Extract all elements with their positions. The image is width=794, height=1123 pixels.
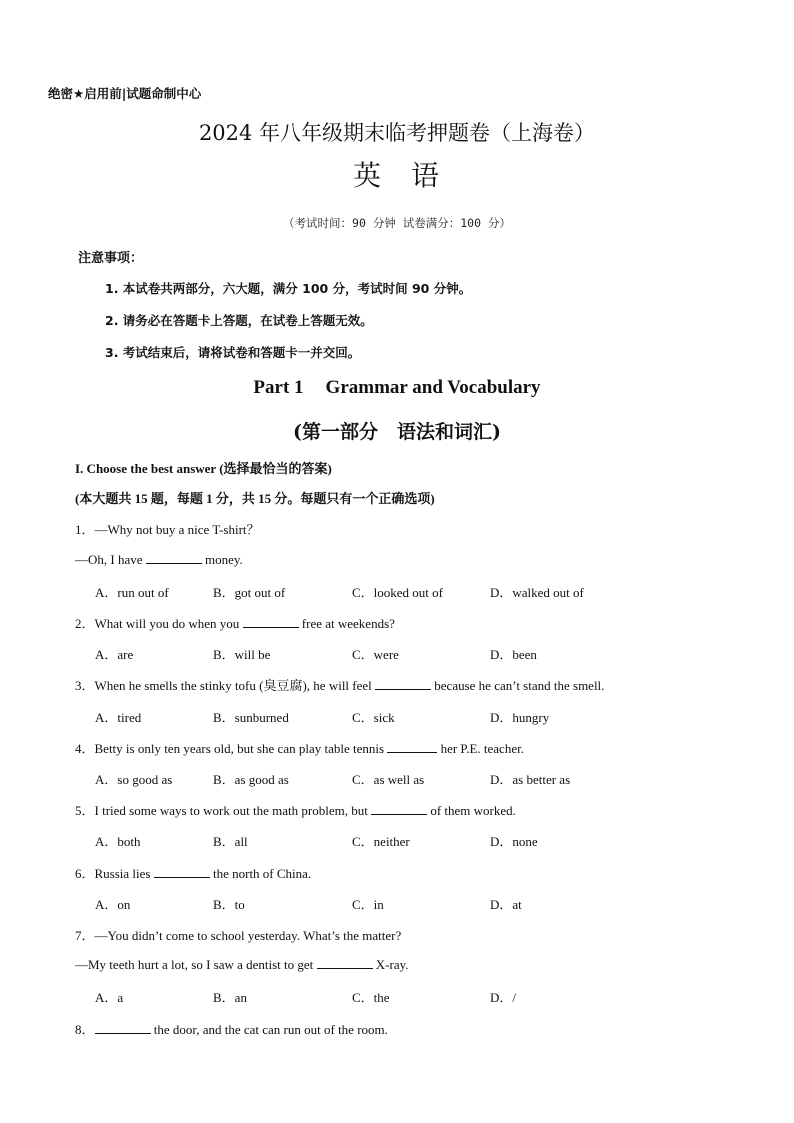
answer-blank <box>154 865 210 878</box>
option-c: C．sick <box>352 710 395 725</box>
question-text: because he can’t stand the smell. <box>431 678 605 693</box>
option-a: A．run out of <box>95 585 169 600</box>
option-c: C．in <box>352 897 384 912</box>
question-text: 8． <box>75 1022 95 1037</box>
question-6 <box>75 863 311 882</box>
question-2 <box>75 613 395 632</box>
answer-blank <box>375 677 431 690</box>
option-d: D．/ <box>490 990 517 1005</box>
question-text: —Oh, I have <box>75 552 146 567</box>
option-b: B．to <box>213 897 245 912</box>
question-8 <box>75 1019 388 1038</box>
option-a: A．are <box>95 647 134 662</box>
section-title: I. Choose the best answer (选择最恰当的答案) <box>75 461 332 476</box>
question-text: money. <box>201 552 243 567</box>
option-d: D．walked out of <box>490 585 584 600</box>
subject-title <box>0 154 794 194</box>
option-b: B．an <box>213 990 247 1005</box>
question-text: free at weekends? <box>298 616 395 631</box>
part-label: Part 1 <box>253 377 304 398</box>
answer-blank <box>243 615 299 628</box>
question-text: her P.E. teacher. <box>437 741 524 756</box>
notice-item: 3. 考试结束后，请将试卷和答题卡一并交回。 <box>105 345 361 360</box>
question-5 <box>75 800 516 819</box>
option-b: B．as good as <box>213 772 289 787</box>
option-b: B．will be <box>213 647 271 662</box>
option-a: A．on <box>95 897 131 912</box>
question-text: —My teeth hurt a lot, so I saw a dentist to get <box>75 957 317 972</box>
question-7-line2 <box>75 956 409 973</box>
subject-char-2: 语 <box>411 159 442 192</box>
option-a: A．tired <box>95 710 142 725</box>
exam-info: （考试时间：90 分钟 试卷满分：100 分） <box>283 216 511 230</box>
option-a: A．a <box>95 990 124 1005</box>
notice-item: 1. 本试卷共两部分，六大题，满分 100 分，考试时间 90 分钟。 <box>105 281 472 296</box>
notice-item: 2. 请务必在答题卡上答题，在试卷上答题无效。 <box>105 313 373 328</box>
exam-title: 2024 年八年级期末临考押题卷（上海卷） <box>198 121 596 145</box>
answer-blank <box>371 802 427 815</box>
option-c: C．were <box>352 647 399 662</box>
answer-blank <box>146 551 202 564</box>
option-c: C．the <box>352 990 390 1005</box>
option-c: C．looked out of <box>352 585 443 600</box>
option-d: D．hungry <box>490 710 550 725</box>
question-4 <box>75 738 524 757</box>
question-text: 4．Betty is only ten years old, but she can play table tennis <box>75 741 388 756</box>
option-b: B．all <box>213 834 248 849</box>
option-d: D．none <box>490 834 538 849</box>
part-name: Grammar and Vocabulary <box>325 377 541 398</box>
question-text: of them worked. <box>427 803 516 818</box>
question-text: the door, and the cat can run out of the room. <box>150 1022 388 1037</box>
question-7: 7．—You didn’t come to school yesterday. What’s the matter? <box>75 928 402 943</box>
option-c: C．as well as <box>352 772 425 787</box>
question-text: 6．Russia lies <box>75 866 154 881</box>
answer-blank <box>95 1021 151 1034</box>
question-text: the north of China. <box>209 866 312 881</box>
question-1-line2 <box>75 551 243 568</box>
confidential-label: 绝密★启用前|试题命制中心 <box>48 86 202 101</box>
option-d: D．at <box>490 897 522 912</box>
notice-title: 注意事项： <box>78 251 144 266</box>
question-text: 2．What will you do when you <box>75 616 243 631</box>
option-c: C．neither <box>352 834 410 849</box>
part-subtitle: (第一部分 语法和词汇) <box>293 421 501 443</box>
option-a: A．so good as <box>95 772 173 787</box>
option-b: B．sunburned <box>213 710 289 725</box>
answer-blank <box>387 740 437 753</box>
part-title <box>0 377 794 399</box>
question-text: 5．I tried some ways to work out the math problem, but <box>75 803 372 818</box>
question-3 <box>75 675 604 694</box>
option-d: D．as better as <box>490 772 571 787</box>
question-1: 1．—Why not buy a nice T-shirt？ <box>75 522 260 537</box>
question-text: 3．When he smells the stinky tofu (臭豆腐), he will feel <box>75 678 376 693</box>
subject-char-1: 英 <box>352 159 383 192</box>
option-b: B．got out of <box>213 585 286 600</box>
option-a: A．both <box>95 834 141 849</box>
option-d: D．been <box>490 647 537 662</box>
question-text: X-ray. <box>372 957 409 972</box>
section-instructions: (本大题共 15 题，每题 1 分，共 15 分。每题只有一个正确选项) <box>75 491 435 506</box>
answer-blank <box>317 956 373 969</box>
